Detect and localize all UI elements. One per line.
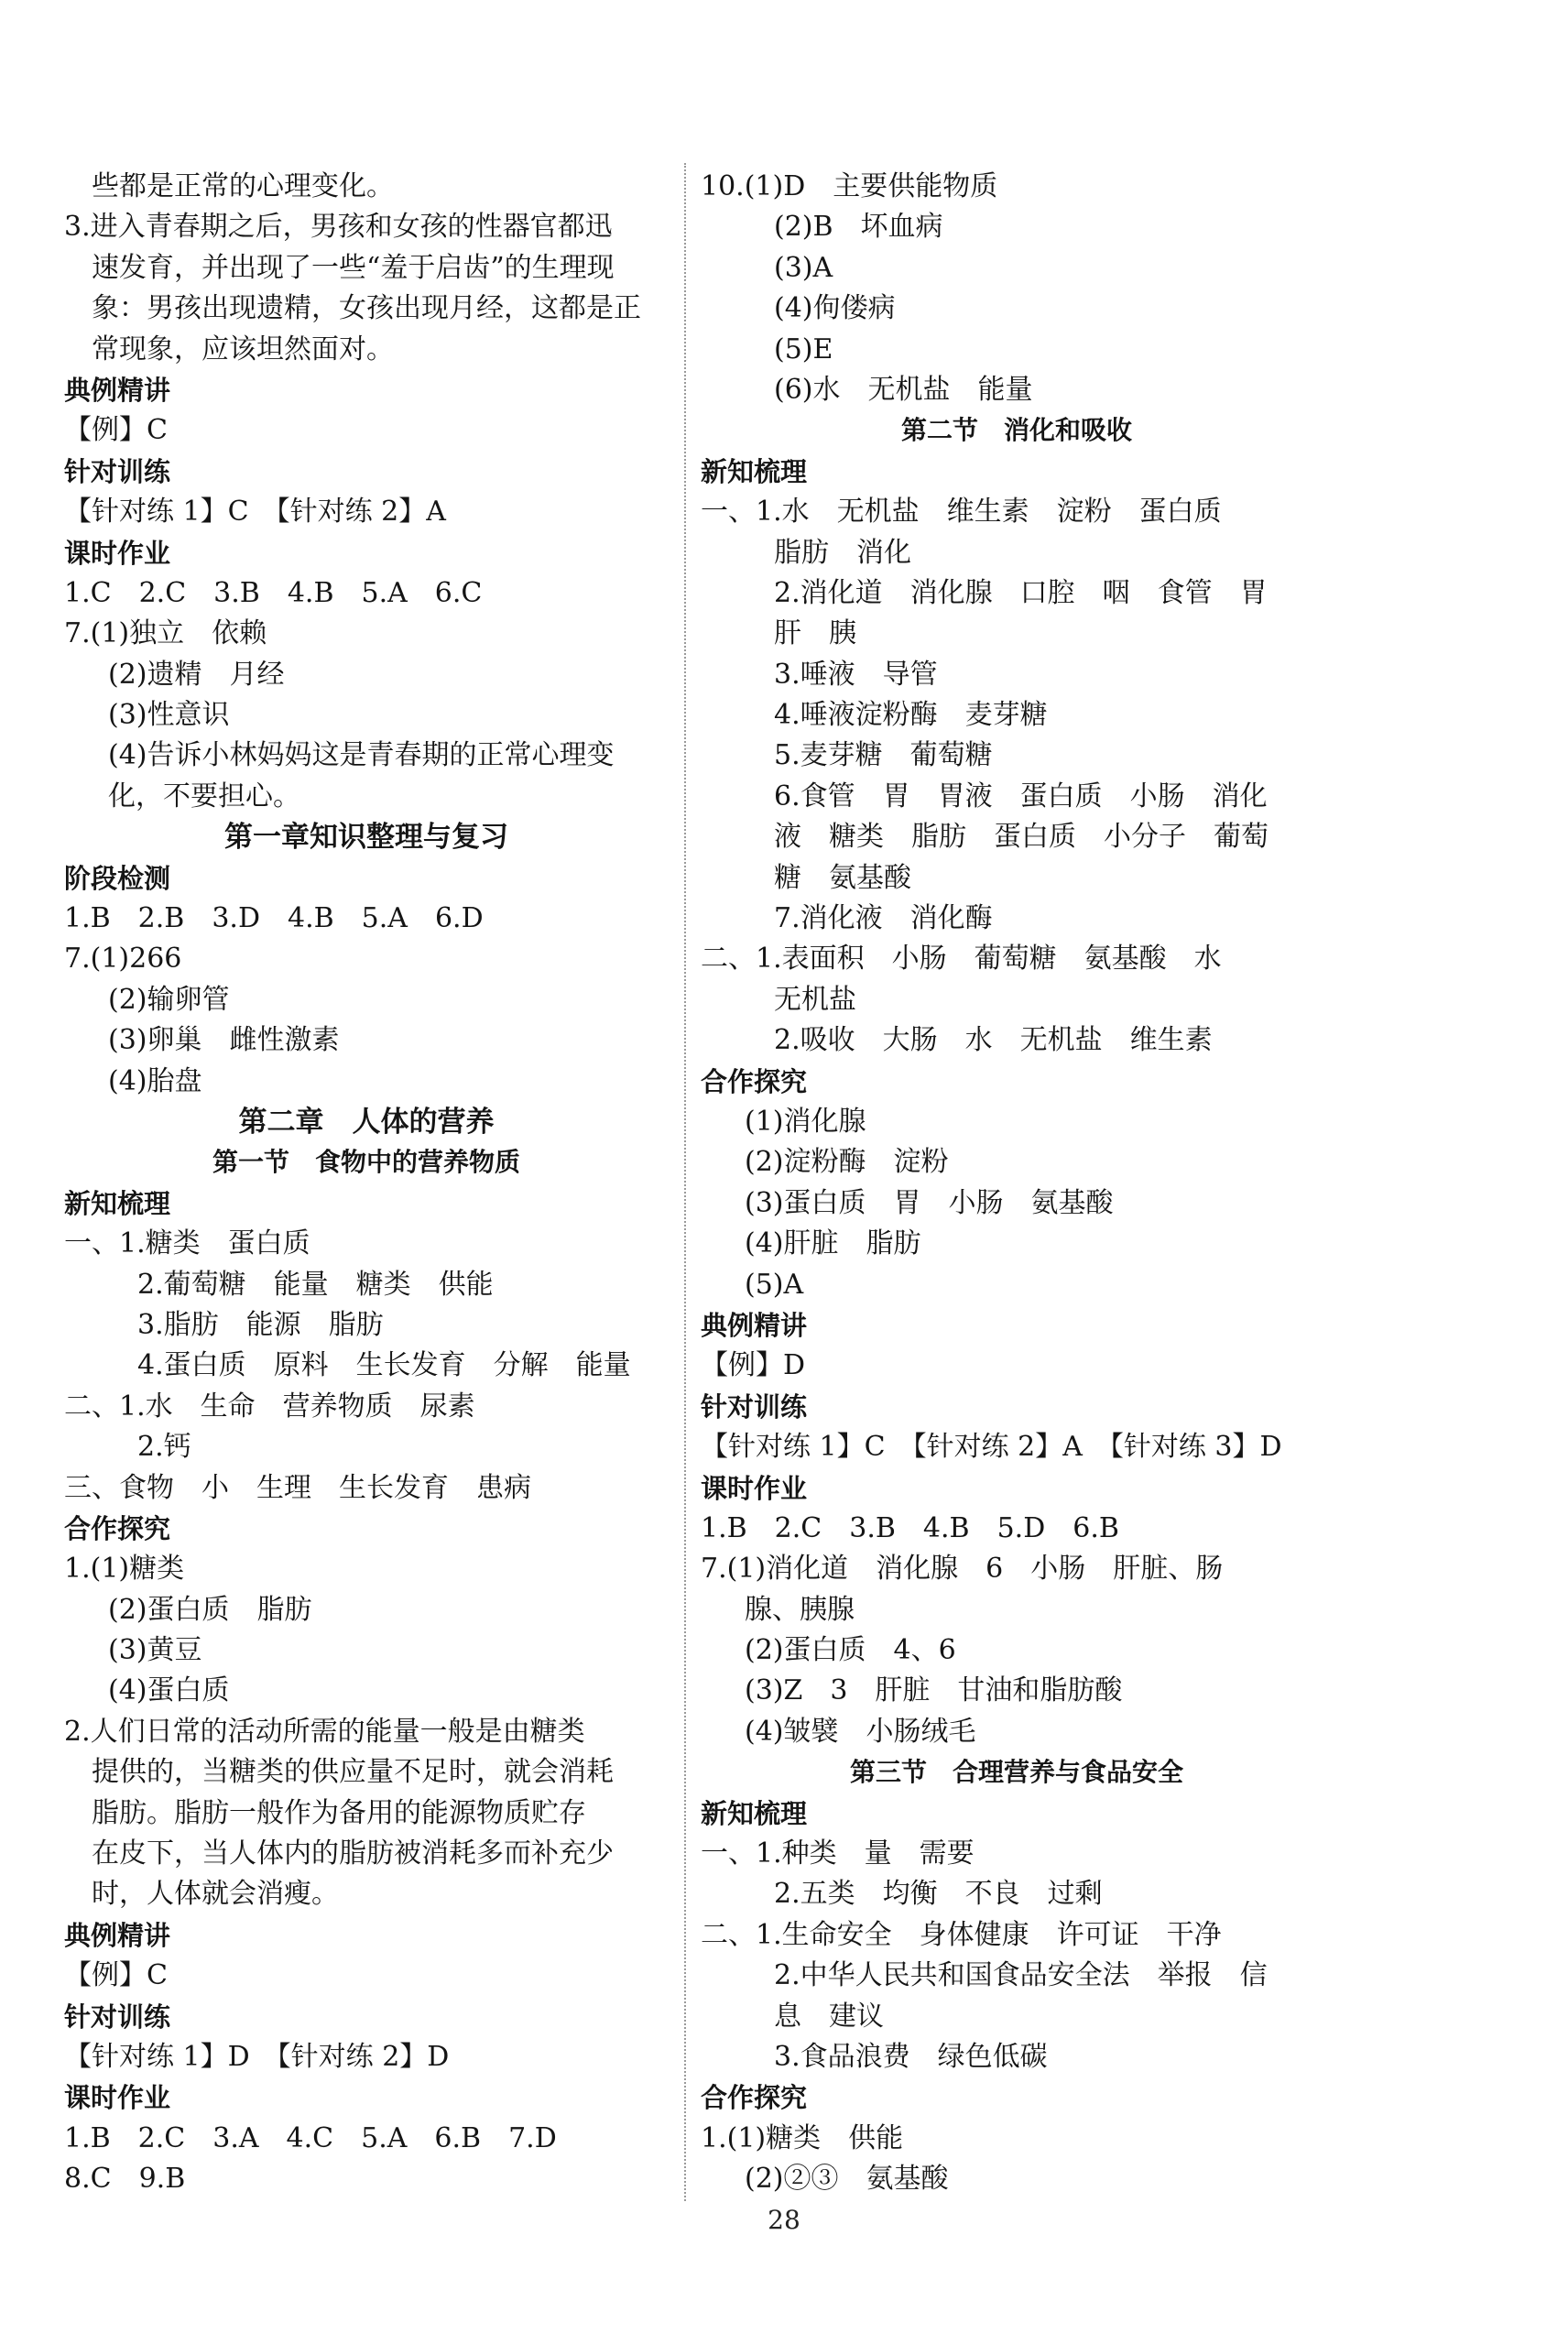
answer-line: 二、1.水 生命 营养物质 尿素 <box>64 1390 475 1423</box>
answer-line: 一、1.水 无机盐 维生素 淀粉 蛋白质 <box>701 496 1222 529</box>
answer-line: 【针对练 1】C 【针对练 2】A <box>64 496 446 529</box>
answer-line: 息 建议 <box>774 2000 884 2033</box>
answer-line: (2)遗精 月经 <box>108 658 285 691</box>
column-divider <box>684 163 686 2201</box>
answer-line: 腺、胰腺 <box>745 1593 855 1626</box>
answer-line: 5.麦芽糖 葡萄糖 <box>774 739 993 772</box>
answer-line: (3)卵巢 雌性激素 <box>108 1024 340 1057</box>
answer-line: 8.C 9.B <box>64 2163 186 2196</box>
answer-line: 二、1.生命安全 身体健康 许可证 干净 <box>701 1918 1222 1951</box>
answer-line: (4)告诉小林妈妈这是青春期的正常心理变 <box>108 739 615 772</box>
answer-line: (2)B 坏血病 <box>774 211 943 244</box>
section-heading: 典例精讲 <box>701 1309 808 1341</box>
answer-line: 3.唾液 导管 <box>774 658 938 691</box>
answer-line: 3.进入青春期之后，男孩和女孩的性器官都迅 <box>64 211 613 244</box>
answer-line: 时，人体就会消瘦。 <box>64 1878 339 1911</box>
answer-line: (5)A <box>745 1268 804 1301</box>
answer-line: 2.人们日常的活动所需的能量一般是由糖类 <box>64 1715 585 1748</box>
answer-line: 7.(1)独立 依赖 <box>64 617 267 650</box>
answer-line: 2.葡萄糖 能量 糖类 供能 <box>137 1268 494 1301</box>
section-heading: 课时作业 <box>64 537 171 569</box>
answer-line: (3)性意识 <box>108 699 230 732</box>
section-heading: 阶段检测 <box>64 862 171 894</box>
section-heading: 合作探究 <box>64 1512 171 1544</box>
section-heading: 针对训练 <box>64 2001 171 2033</box>
answer-line: 7.(1)266 <box>64 943 182 976</box>
answer-line: 常现象，应该坦然面对。 <box>64 333 394 365</box>
answer-line: 3.脂肪 能源 脂肪 <box>137 1308 384 1341</box>
answer-line: 【例】D <box>701 1349 806 1382</box>
section-heading: 新知梳理 <box>64 1187 171 1219</box>
answer-line: 肝 胰 <box>774 617 856 650</box>
answer-line: (3)Z 3 肝脏 甘油和脂肪酸 <box>745 1674 1123 1707</box>
answer-line: (3)黄豆 <box>108 1634 202 1667</box>
section-title: 第三节 合理营养与食品安全 <box>849 1757 1183 1788</box>
page-number: 28 <box>768 2205 800 2235</box>
answer-line: 7.(1)消化道 消化腺 6 小肠 肝脏、肠 <box>701 1553 1224 1586</box>
chapter-title: 第一章知识整理与复习 <box>224 821 508 855</box>
answer-line: 化，不要担心。 <box>108 780 300 812</box>
section-heading: 典例精讲 <box>64 374 171 406</box>
answer-line: (2)淀粉酶 淀粉 <box>745 1146 949 1179</box>
section-heading: 课时作业 <box>701 1472 808 1504</box>
answer-line: 【例】C <box>64 1959 168 1992</box>
answer-line: 1.(1)糖类 <box>64 1553 185 1586</box>
left-column <box>64 167 669 2200</box>
answer-line: (2)蛋白质 脂肪 <box>108 1593 312 1626</box>
answer-line: (5)E <box>774 333 833 365</box>
answer-line: (1)消化腺 <box>745 1105 866 1138</box>
answer-line: 提供的，当糖类的供应量不足时，就会消耗 <box>64 1756 614 1789</box>
answer-line: 液 糖类 脂肪 蛋白质 小分子 葡萄 <box>774 821 1269 854</box>
answer-line: (6)水 无机盐 能量 <box>774 373 1033 406</box>
answer-line: 7.消化液 消化酶 <box>774 902 993 935</box>
answer-line: 10.(1)D 主要供能物质 <box>701 170 998 202</box>
answer-line: 些都是正常的心理变化。 <box>64 170 394 202</box>
answer-line: 【针对练 1】C 【针对练 2】A 【针对练 3】D <box>701 1431 1282 1464</box>
answer-line: (4)蛋白质 <box>108 1674 230 1707</box>
right-column <box>701 167 1333 2200</box>
answer-line: (4)肝脏 脂肪 <box>745 1227 921 1260</box>
section-title: 第一节 食物中的营养物质 <box>212 1147 520 1178</box>
answer-line: 无机盐 <box>774 983 856 1016</box>
answer-line: 2.吸收 大肠 水 无机盐 维生素 <box>774 1024 1213 1057</box>
answer-line: 4.蛋白质 原料 生长发育 分解 能量 <box>137 1349 631 1382</box>
answer-line: 1.C 2.C 3.B 4.B 5.A 6.C <box>64 576 483 609</box>
answer-line: 1.B 2.C 3.A 4.C 5.A 6.B 7.D <box>64 2121 557 2154</box>
answer-line: (4)皱襞 小肠绒毛 <box>745 1715 976 1748</box>
answer-line: 1.(1)糖类 供能 <box>701 2121 904 2154</box>
section-heading: 合作探究 <box>701 1065 808 1097</box>
answer-line: (4)佝偻病 <box>774 292 896 325</box>
answer-line: 三、食物 小 生理 生长发育 患病 <box>64 1471 531 1504</box>
answer-line: 2.五类 均衡 不良 过剩 <box>774 1878 1103 1911</box>
answer-line: 1.B 2.B 3.D 4.B 5.A 6.D <box>64 902 484 935</box>
answer-line: 6.食管 胃 胃液 蛋白质 小肠 消化 <box>774 780 1268 812</box>
answer-line: (2)蛋白质 4、6 <box>745 1634 956 1667</box>
answer-line: (3)A <box>774 251 833 284</box>
answer-line: (4)胎盘 <box>108 1064 202 1097</box>
answer-line: 3.食品浪费 绿色低碳 <box>774 2040 1048 2073</box>
answer-line: 一、1.糖类 蛋白质 <box>64 1227 310 1260</box>
answer-line: 在皮下，当人体内的脂肪被消耗多而补充少 <box>64 1837 614 1870</box>
section-heading: 合作探究 <box>701 2082 808 2114</box>
answer-line: 1.B 2.C 3.B 4.B 5.D 6.B <box>701 1511 1119 1544</box>
section-title: 第二节 消化和吸收 <box>900 415 1132 446</box>
section-heading: 针对训练 <box>701 1390 808 1423</box>
answer-line: 2.钙 <box>137 1431 191 1464</box>
answer-line: (2)输卵管 <box>108 983 230 1016</box>
answer-line: (3)蛋白质 胃 小肠 氨基酸 <box>745 1186 1114 1219</box>
section-heading: 课时作业 <box>64 2082 171 2114</box>
answer-line: 糖 氨基酸 <box>774 861 911 894</box>
section-heading: 新知梳理 <box>701 1797 808 1829</box>
answer-line: 一、1.种类 量 需要 <box>701 1837 975 1870</box>
answer-line: 2.中华人民共和国食品安全法 举报 信 <box>774 1959 1268 1992</box>
section-heading: 典例精讲 <box>64 1919 171 1951</box>
answer-line: 【针对练 1】D 【针对练 2】D <box>64 2040 450 2073</box>
answer-line: (2)②③ 氨基酸 <box>745 2163 949 2196</box>
answer-line: 脂肪 消化 <box>774 536 911 569</box>
section-heading: 针对训练 <box>64 455 171 487</box>
answer-line: 【例】C <box>64 414 168 447</box>
answer-line: 2.消化道 消化腺 口腔 咽 食管 胃 <box>774 576 1268 609</box>
answer-line: 脂肪。脂肪一般作为备用的能源物质贮存 <box>64 1796 586 1829</box>
chapter-title: 第二章 人体的营养 <box>238 1105 495 1139</box>
section-heading: 新知梳理 <box>701 455 808 487</box>
answer-line: 4.唾液淀粉酶 麦芽糖 <box>774 699 1048 732</box>
answer-line: 速发育，并出现了一些“羞于启齿”的生理现 <box>64 251 615 284</box>
answer-line: 象：男孩出现遗精，女孩出现月经，这都是正 <box>64 292 641 325</box>
answer-line: 二、1.表面积 小肠 葡萄糖 氨基酸 水 <box>701 943 1222 976</box>
